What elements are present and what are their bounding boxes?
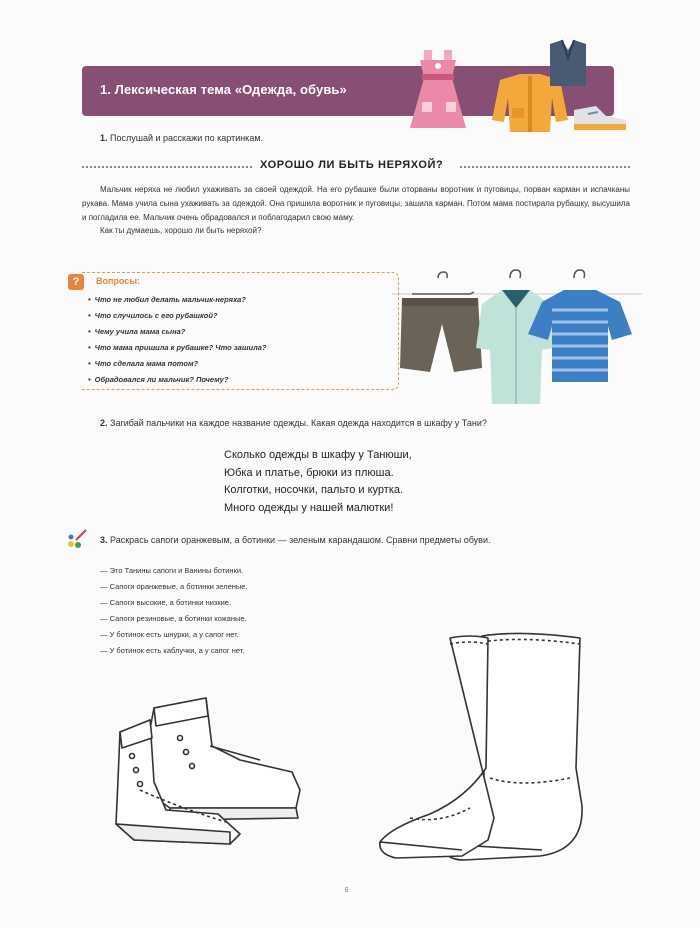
task-3-text: Раскрась сапоги оранжевым, а ботинки — зеленым карандашом. Сравни предметы обуви. [110,535,491,545]
palette-icon [66,528,88,550]
task-2-text: Загибай пальчики на каждое название одежды. Какая одежда находится в шкафу у Тани? [110,418,487,428]
question-item: • Что сделала мама потом? [88,356,267,372]
dialog-line: — У ботинок есть шнурки, а у сапог нет. [100,630,239,639]
poem-line: Сколько одежды в шкафу у Танюши, [224,449,412,461]
task-1 [100,133,263,143]
ankle-boots-icon [110,690,310,850]
story-question: Как ты думаешь, хорошо ли быть неряхой? [100,226,262,236]
question-item: • Чему учила мама сына? [88,324,267,340]
poem-line: Много одежды у нашей малютки! [224,501,394,514]
story-title: ХОРОШО ЛИ БЫТЬ НЕРЯХОЙ? [260,159,444,171]
question-item: • Что не любил делать мальчик-неряха? [88,292,267,308]
shorts-icon [400,272,482,372]
questions-list [88,292,267,388]
dialog-line: — Сапоги оранжевые, а ботинки зеленые. [100,582,248,591]
story-paragraph: Мальчик неряха не любил ухаживать за своей одеждой. На его рубашке были оторваны воротник и пуговицы, порван карман и испачканы рукава. Мама учила сына ухаживать за одеждой. Она пришила воротник и пуговицы, зашила карман. Потом мама постирала рубашку, высушила и погладила ее. Мальчик очень обрадовался и поблагодарил свою маму. [82,185,630,222]
dialog-line: — У ботинок есть каблучки, а у сапог нет. [100,646,245,655]
question-item: • Что случилось с его рубашкой? [88,308,267,324]
poem [224,447,412,517]
question-item: • Обрадовался ли мальчик? Почему? [88,372,267,388]
task-2-number: 2. [100,418,108,428]
title-divider-left [82,166,252,168]
header-clothes-illustration [400,36,630,136]
dress-icon [410,50,466,128]
question-item: • Что мама пришила к рубашке? Что зашила? [88,340,267,356]
task-1-text: Послушай и расскажи по картинкам. [110,133,264,143]
task-3 [100,535,490,545]
story-text [82,183,630,238]
questions-label: Вопросы: [96,276,140,286]
tshirt-icon [528,270,632,382]
clothes-on-hangers-illustration [392,264,642,412]
comparison-dialog [100,563,248,659]
title-divider-right [460,166,630,168]
task-3-number: 3. [100,535,108,545]
tall-boot-icon [370,628,600,878]
task-2 [100,418,487,428]
dialog-line: — Сапоги резиновые, а ботинки кожаные. [100,614,247,623]
dialog-line: — Сапоги высокие, а ботинки низкие. [100,598,232,607]
sneakers-icon [574,106,626,130]
question-badge-icon: ? [68,274,84,290]
poem-line: Колготки, носочки, пальто и куртка. [224,484,404,496]
vest-icon [550,40,586,86]
dialog-line: — Это Танины сапоги и Ванины ботинки. [100,566,244,575]
topic-title: 1. Лексическая тема «Одежда, обувь» [100,82,347,97]
page-number: 5 [345,888,349,894]
task-1-number: 1. [100,133,108,143]
poem-line: Юбка и платье, брюки из плюша. [224,466,394,479]
